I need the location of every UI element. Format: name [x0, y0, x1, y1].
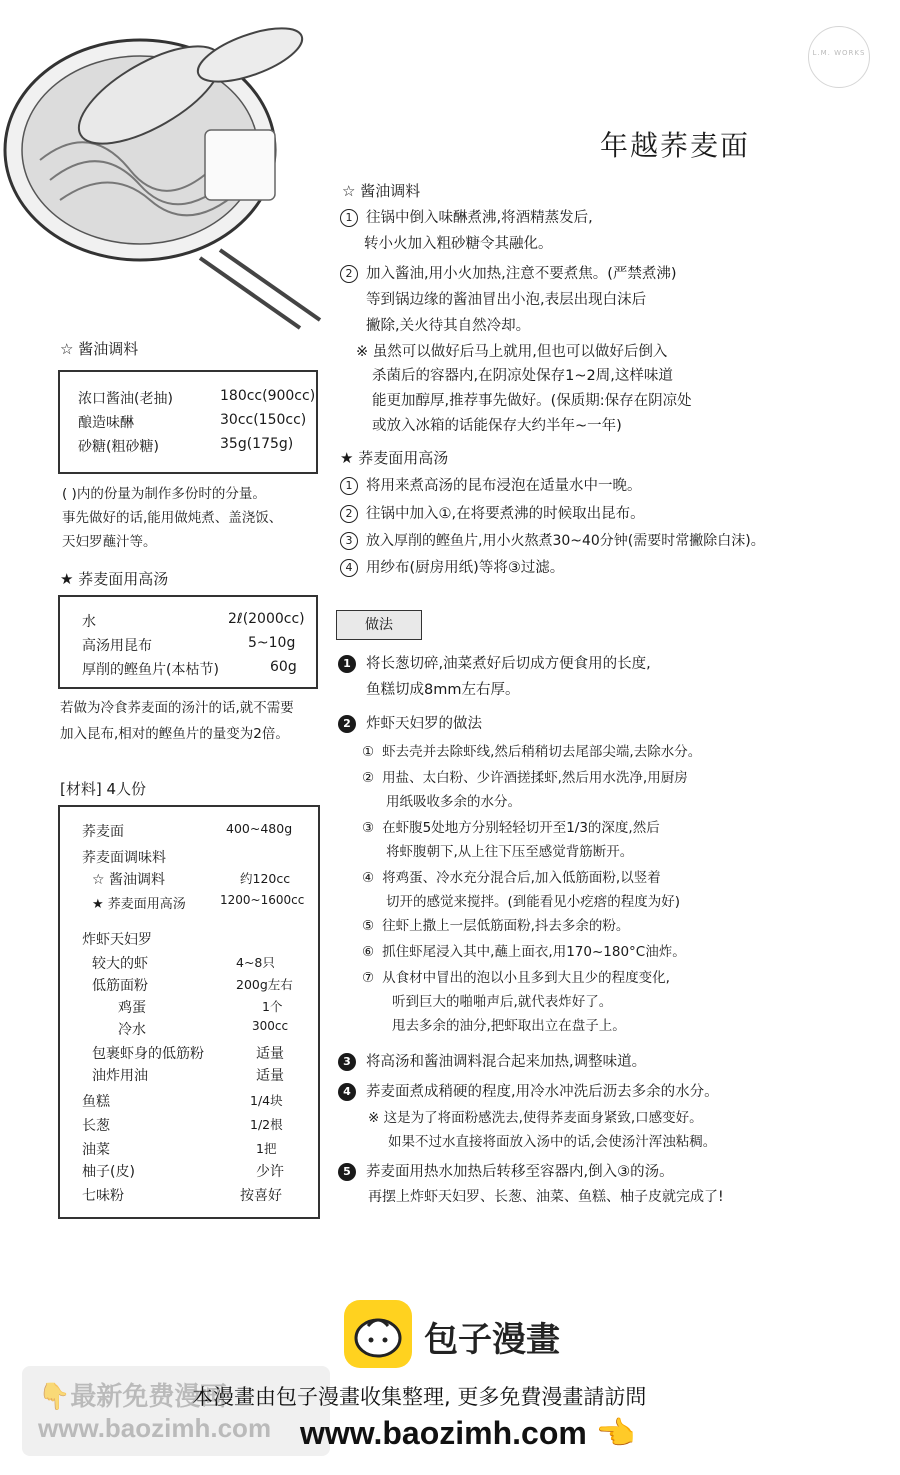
brand-name: 包子漫畫 — [424, 1320, 560, 1360]
footer-link[interactable]: www.baozimh.com 👈 — [300, 1415, 636, 1451]
step-line — [340, 206, 593, 227]
materials-box — [58, 805, 320, 1219]
method-number: 3 — [338, 1053, 356, 1071]
step-line: ※ 虽然可以做好后马上就用,但也可以做好后倒入 — [356, 344, 668, 360]
method-text: 虾去壳并去除虾线,然后稍稍切去尾部尖端,去除水分。 — [382, 744, 702, 760]
method-text: 在虾腹5处地方分别轻轻切开至1/3的深度,然后 — [382, 820, 660, 836]
ingredient-amount: 5~10g — [248, 635, 296, 651]
method-line: 切开的感觉来搅拌。(到能看见小疙瘩的程度为好) — [386, 894, 681, 910]
step-text: 将用来煮高汤的昆布浸泡在适量水中一晚。 — [366, 478, 642, 494]
step-number: 2 — [340, 265, 358, 283]
step-number: 1 — [340, 477, 358, 495]
page-title: 年越荞麦面 — [600, 129, 751, 162]
method-line — [362, 866, 661, 886]
step-line — [340, 262, 677, 283]
step-line: 或放入冰箱的话能保存大约半年~一年) — [372, 418, 622, 434]
ingredient-amount: 1200~1600cc — [220, 893, 305, 907]
method-line: 如果不过水直接将面放入汤中的话,会使汤汁浑浊粘稠。 — [388, 1134, 717, 1150]
ingredient-name: 鱼糕 — [82, 1094, 110, 1110]
sauce-note: 事先做好的话,能用做炖煮、盖浇饭、 — [62, 510, 283, 526]
method-text: 荞麦面用热水加热后转移至容器内,倒入③的汤。 — [366, 1164, 674, 1180]
ingredient-amount: 1个 — [262, 999, 283, 1014]
method-line — [338, 1050, 646, 1071]
step-line — [340, 556, 564, 577]
step-text: 放入厚削的鲣鱼片,用小火熬煮30~40分钟(需要时常撇除白沫)。 — [366, 533, 765, 549]
method-line — [338, 652, 651, 673]
substep-number: ⑤ — [362, 918, 375, 934]
method-text: 从食材中冒出的泡以小且多到大且少的程度变化, — [382, 970, 670, 986]
step-line: 转小火加入粗砂糖令其融化。 — [364, 236, 553, 252]
ingredient-name: 油菜 — [82, 1142, 110, 1158]
method-text: 炸虾天妇罗的做法 — [366, 716, 482, 732]
ingredient-name: 厚削的鲣鱼片(本枯节) — [82, 662, 219, 678]
step-number: 3 — [340, 532, 358, 550]
ingredient-amount: 300cc — [252, 1019, 289, 1033]
step-line — [340, 502, 645, 523]
right-sauce-heading: ☆ 酱油调料 — [342, 182, 421, 200]
substep-number: ① — [362, 744, 375, 760]
stock-ingredient-box — [58, 595, 318, 689]
ingredient-name: 砂糖(粗砂糖) — [78, 439, 159, 455]
ingredient-name: 酿造味醂 — [78, 415, 134, 431]
ingredient-amount: 约120cc — [240, 871, 291, 886]
method-line — [362, 816, 660, 836]
ingredient-name: 炸虾天妇罗 — [82, 932, 152, 948]
method-line: 再摆上炸虾天妇罗、长葱、油菜、鱼糕、柚子皮就完成了! — [368, 1189, 724, 1205]
method-text: 将鸡蛋、冷水充分混合后,加入低筋面粉,以竖着 — [382, 870, 661, 886]
method-line — [362, 766, 688, 786]
ingredient-amount: 30cc(150cc) — [220, 412, 307, 428]
ingredient-name: 长葱 — [82, 1118, 110, 1134]
method-line: 鱼糕切成8mm左右厚。 — [366, 682, 520, 698]
method-line — [338, 1160, 674, 1181]
ingredient-amount: 35g(175g) — [220, 436, 294, 452]
ingredient-name: 柚子(皮) — [82, 1164, 135, 1180]
ingredient-name: 荞麦面 — [82, 824, 124, 840]
method-line: 甩去多余的油分,把虾取出立在盘子上。 — [392, 1018, 626, 1034]
method-tag: 做法 — [336, 610, 422, 640]
ingredient-name: ★ 荞麦面用高汤 — [92, 897, 186, 912]
step-line — [340, 530, 765, 550]
materials-heading: [材料] 4人份 — [60, 780, 147, 798]
step-line: 撇除,关火待其自然冷却。 — [366, 318, 531, 334]
method-text: 用盐、太白粉、少许酒搓揉虾,然后用水洗净,用厨房 — [382, 770, 688, 786]
ingredient-amount: 60g — [270, 659, 297, 675]
ingredient-amount: 4~8只 — [236, 955, 275, 970]
ingredient-amount: 180cc(900cc) — [220, 388, 316, 404]
substep-number: ⑥ — [362, 944, 375, 960]
method-text: 将长葱切碎,油菜煮好后切成方便食用的长度, — [366, 656, 651, 672]
step-number: 1 — [340, 209, 358, 227]
soba-bowl-illustration — [0, 0, 330, 330]
substep-number: ④ — [362, 870, 375, 886]
method-line: 用纸吸收多余的水分。 — [386, 794, 521, 810]
step-line: 能更加醇厚,推荐事先做好。(保质期:保存在阴凉处 — [372, 393, 692, 409]
left-sauce-heading: ☆ 酱油调料 — [60, 340, 139, 358]
ingredient-name: 荞麦面调味料 — [82, 850, 166, 866]
method-number: 2 — [338, 715, 356, 733]
stock-note: 若做为冷食荞麦面的汤汁的话,就不需要 — [60, 700, 294, 716]
method-line — [338, 1080, 719, 1101]
watermark-text: 👇最新免费漫画 — [38, 1382, 227, 1412]
substep-number: ⑦ — [362, 970, 375, 986]
method-number: 5 — [338, 1163, 356, 1181]
method-line — [362, 940, 686, 960]
ingredient-name: 低筋面粉 — [92, 978, 148, 994]
method-line — [362, 914, 629, 934]
ingredient-amount: 2ℓ(2000cc) — [228, 611, 305, 627]
ingredient-name: 浓口酱油(老抽) — [78, 391, 173, 407]
method-text: 抓住虾尾浸入其中,蘸上面衣,用170~180°C油炸。 — [382, 944, 686, 960]
step-text: 加入酱油,用小火加热,注意不要煮焦。(严禁煮沸) — [366, 266, 677, 282]
method-line: 将虾腹朝下,从上往下压至感觉背筋断开。 — [386, 844, 634, 860]
ingredient-name: 七味粉 — [82, 1188, 124, 1204]
ingredient-amount: 少许 — [256, 1164, 284, 1180]
sauce-note: ( )内的份量为制作多份时的分量。 — [62, 486, 266, 502]
method-line: 听到巨大的啪啪声后,就代表炸好了。 — [392, 994, 613, 1010]
substep-number: ③ — [362, 820, 375, 836]
ingredient-name: 高汤用昆布 — [82, 638, 152, 654]
ingredient-amount: 按喜好 — [240, 1188, 282, 1204]
method-line: ※ 这是为了将面粉感洗去,使得荞麦面身紧致,口感变好。 — [368, 1110, 703, 1126]
ingredient-name: ☆ 酱油调料 — [92, 872, 166, 888]
ingredient-name: 鸡蛋 — [118, 1000, 146, 1016]
ingredient-name: 较大的虾 — [92, 956, 148, 972]
method-text: 往虾上撒上一层低筋面粉,抖去多余的粉。 — [382, 918, 630, 934]
method-text: 荞麦面煮成稍硬的程度,用冷水冲洗后沥去多余的水分。 — [366, 1084, 719, 1100]
brand-logo-icon — [344, 1300, 412, 1368]
right-stock-heading: ★ 荞麦面用高汤 — [340, 449, 449, 467]
ingredient-amount: 适量 — [256, 1046, 284, 1062]
ingredient-amount: 200g左右 — [236, 977, 293, 992]
ingredient-name: 包裹虾身的低筋粉 — [92, 1046, 204, 1062]
sauce-ingredient-box — [58, 370, 318, 474]
step-text: 往锅中倒入味醂煮沸,将酒精蒸发后, — [366, 210, 593, 226]
ingredient-amount: 1/4块 — [250, 1093, 283, 1108]
step-text: 往锅中加入①,在将要煮沸的时候取出昆布。 — [366, 506, 645, 522]
sauce-note: 天妇罗蘸汁等。 — [62, 534, 157, 550]
footer-notice: 本漫畫由包子漫畫收集整理, 更多免費漫畫請訪問 — [192, 1385, 647, 1409]
method-text: 将高汤和酱油调料混合起来加热,调整味道。 — [366, 1054, 647, 1070]
ingredient-amount: 适量 — [256, 1068, 284, 1084]
logo-mark: L.M. WORKS — [808, 26, 870, 88]
ingredient-amount: 1把 — [256, 1141, 277, 1156]
substep-number: ② — [362, 770, 375, 786]
ingredient-name: 水 — [82, 614, 96, 630]
step-line: 等到锅边缘的酱油冒出小泡,表层出现白沫后 — [366, 292, 647, 308]
left-stock-heading: ★ 荞麦面用高汤 — [60, 570, 169, 588]
watermark-url: www.baozimh.com — [38, 1413, 272, 1443]
method-line — [362, 966, 670, 986]
method-line — [362, 740, 701, 760]
ingredient-name: 冷水 — [118, 1022, 146, 1038]
step-text: 用纱布(厨房用纸)等将③过滤。 — [366, 560, 565, 576]
ingredient-amount: 1/2根 — [250, 1117, 283, 1132]
step-number: 4 — [340, 559, 358, 577]
ingredient-amount: 400~480g — [226, 821, 293, 836]
step-line — [340, 474, 642, 495]
stock-note: 加入昆布,相对的鲣鱼片的量变为2倍。 — [60, 726, 289, 742]
method-line — [338, 712, 482, 733]
method-number: 4 — [338, 1083, 356, 1101]
ingredient-name: 油炸用油 — [92, 1068, 148, 1084]
method-number: 1 — [338, 655, 356, 673]
step-number: 2 — [340, 505, 358, 523]
step-line: 杀菌后的容器内,在阴凉处保存1~2周,这样味道 — [372, 368, 673, 384]
